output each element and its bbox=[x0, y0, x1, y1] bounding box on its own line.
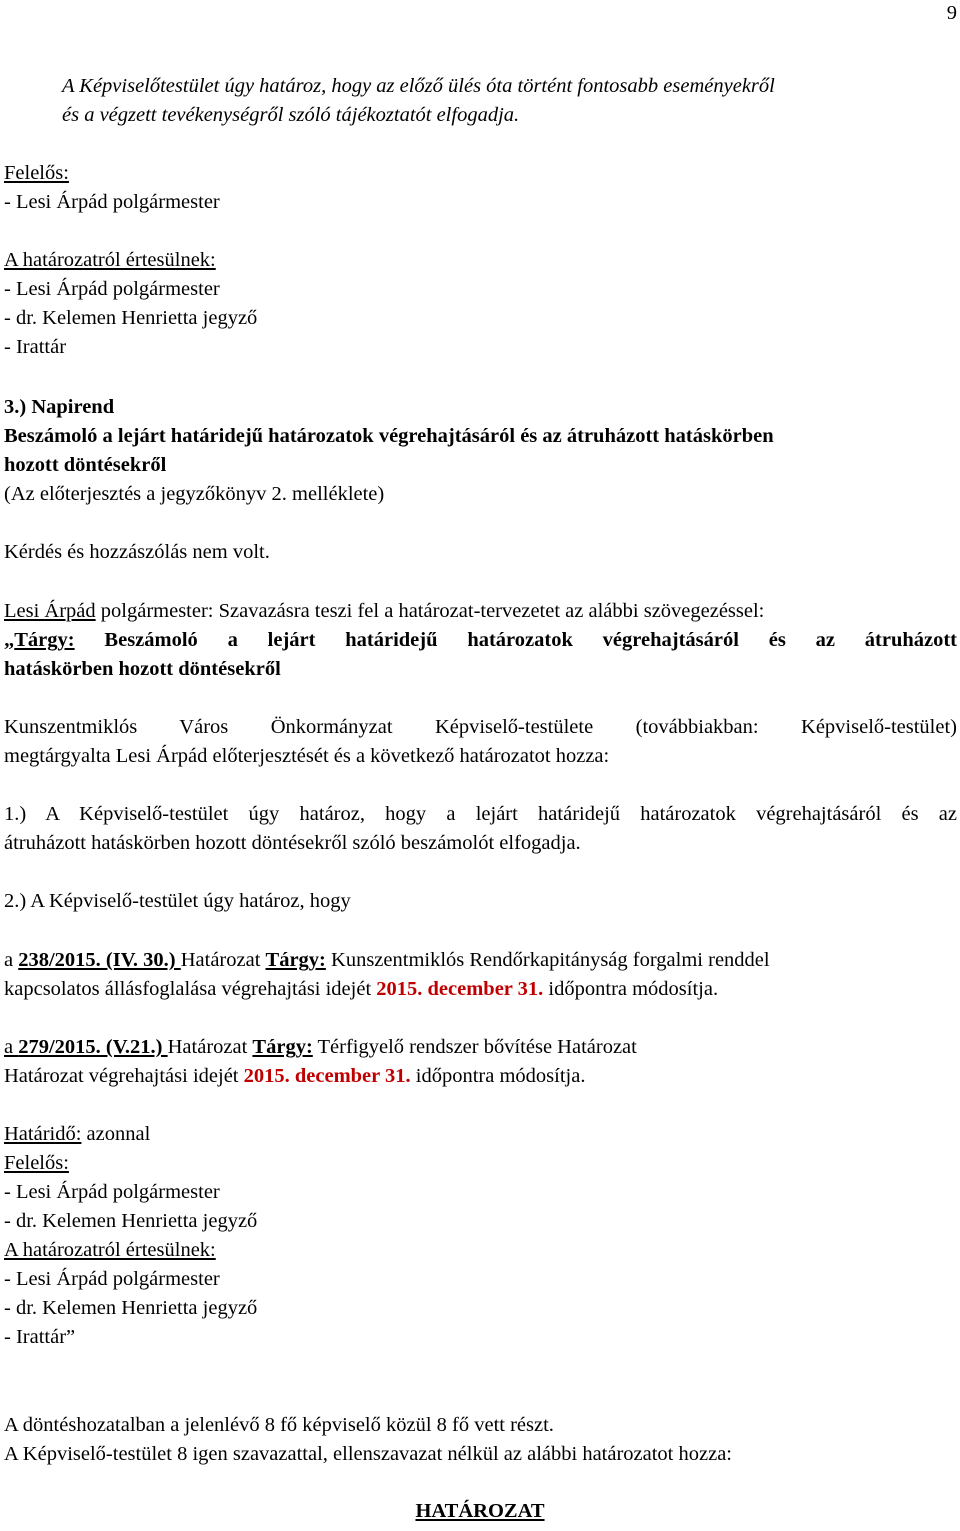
vote-intro: Lesi Árpád polgármester: Szavazásra teszi fel a határozat-tervezetet az alábbi szövegezéssel: bbox=[4, 600, 765, 622]
notified-item: - dr. Kelemen Henrietta jegyző bbox=[4, 307, 258, 329]
responsible-label: Felelős: bbox=[4, 162, 69, 184]
point-1-line-1: 1.) A Képviselő-testület úgy határoz, hogy a lejárt határidejű határozatok végrehajtásáról és az bbox=[4, 803, 957, 825]
resolution-heading: HATÁROZAT bbox=[415, 1500, 545, 1522]
intro-text-line-2: és a végzett tevékenységről szóló tájékoztatót elfogadja. bbox=[62, 104, 520, 126]
responsible-item: - Lesi Árpád polgármester bbox=[4, 1181, 220, 1203]
subject-line-2: hatáskörben hozott döntésekről bbox=[4, 658, 281, 680]
deadline-date: 2015. december 31. bbox=[376, 978, 544, 1000]
agenda-attachment: (Az előterjesztés a jegyzőkönyv 2. melléklete) bbox=[4, 483, 385, 505]
notified-item: - dr. Kelemen Henrietta jegyző bbox=[4, 1297, 258, 1319]
intro-text-line-1: A Képviselőtestület úgy határoz, hogy az előző ülés óta történt fontosabb eseményekről bbox=[62, 75, 775, 97]
agenda-title-line-1: Beszámoló a lejárt határidejű határozatok végrehajtásáról és az átruházott hatáskörben bbox=[4, 425, 774, 447]
notified-item: - Irattár bbox=[4, 336, 67, 358]
vote-result-text: A Képviselő-testület 8 igen szavazattal, ellenszavazat nélkül az alábbi határozatot hozza: bbox=[4, 1443, 732, 1465]
subject-line-1: „Tárgy: Beszámoló a lejárt határidejű határozatok végrehajtásáról és az átruházott bbox=[4, 629, 957, 651]
responsible-item: - dr. Kelemen Henrietta jegyző bbox=[4, 1210, 258, 1232]
no-questions-text: Kérdés és hozzászólás nem volt. bbox=[4, 541, 270, 563]
page-number: 9 bbox=[946, 2, 957, 24]
subject-label: Tárgy: bbox=[265, 949, 326, 971]
item-a-line-2: kapcsolatos állásfoglalása végrehajtási idejét 2015. december 31. időpontra módosítja. bbox=[4, 978, 719, 1000]
preamble-line-2: megtárgyalta Lesi Árpád előterjesztését és a következő határozatot hozza: bbox=[4, 745, 610, 767]
preamble-line-1: Kunszentmiklós Város Önkormányzat Képviselő-testülete (továbbiakban: Képviselő-testület) bbox=[4, 716, 957, 738]
deadline: Határidő: azonnal bbox=[4, 1123, 151, 1145]
responsible-label: Felelős: bbox=[4, 1152, 69, 1174]
point-1-line-2: átruházott hatáskörben hozott döntésekről szóló beszámolót elfogadja. bbox=[4, 832, 581, 854]
agenda-title-line-2: hozott döntésekről bbox=[4, 454, 167, 476]
item-b-line-2: Határozat végrehajtási idejét 2015. december 31. időpontra módosítja. bbox=[4, 1065, 586, 1087]
notified-item: - Lesi Árpád polgármester bbox=[4, 1268, 220, 1290]
notified-item: - Irattár” bbox=[4, 1326, 76, 1348]
notified-label: A határozatról értesülnek: bbox=[4, 1239, 216, 1261]
item-b-line-1: a 279/2015. (V.21.) Határozat Tárgy: Térfigyelő rendszer bővítése Határozat bbox=[4, 1036, 637, 1058]
deadline-date: 2015. december 31. bbox=[243, 1065, 411, 1087]
resolution-number: 279/2015. (V.21.) bbox=[18, 1036, 168, 1058]
responsible-item: - Lesi Árpád polgármester bbox=[4, 191, 220, 213]
attendance-text: A döntéshozatalban a jelenlévő 8 fő képviselő közül 8 fő vett részt. bbox=[4, 1414, 554, 1436]
agenda-heading: 3.) Napirend bbox=[4, 396, 115, 418]
notified-label: A határozatról értesülnek: bbox=[4, 249, 216, 271]
item-a-line-1: a 238/2015. (IV. 30.) Határozat Tárgy: Kunszentmiklós Rendőrkapitányság forgalmi renddel bbox=[4, 949, 770, 971]
subject-label: Tárgy: bbox=[252, 1036, 313, 1058]
resolution-number: 238/2015. (IV. 30.) bbox=[18, 949, 181, 971]
point-2: 2.) A Képviselő-testület úgy határoz, hogy bbox=[4, 890, 351, 912]
subject-label: Tárgy: bbox=[14, 629, 75, 651]
notified-item: - Lesi Árpád polgármester bbox=[4, 278, 220, 300]
speaker-name: Lesi Árpád bbox=[4, 600, 96, 622]
